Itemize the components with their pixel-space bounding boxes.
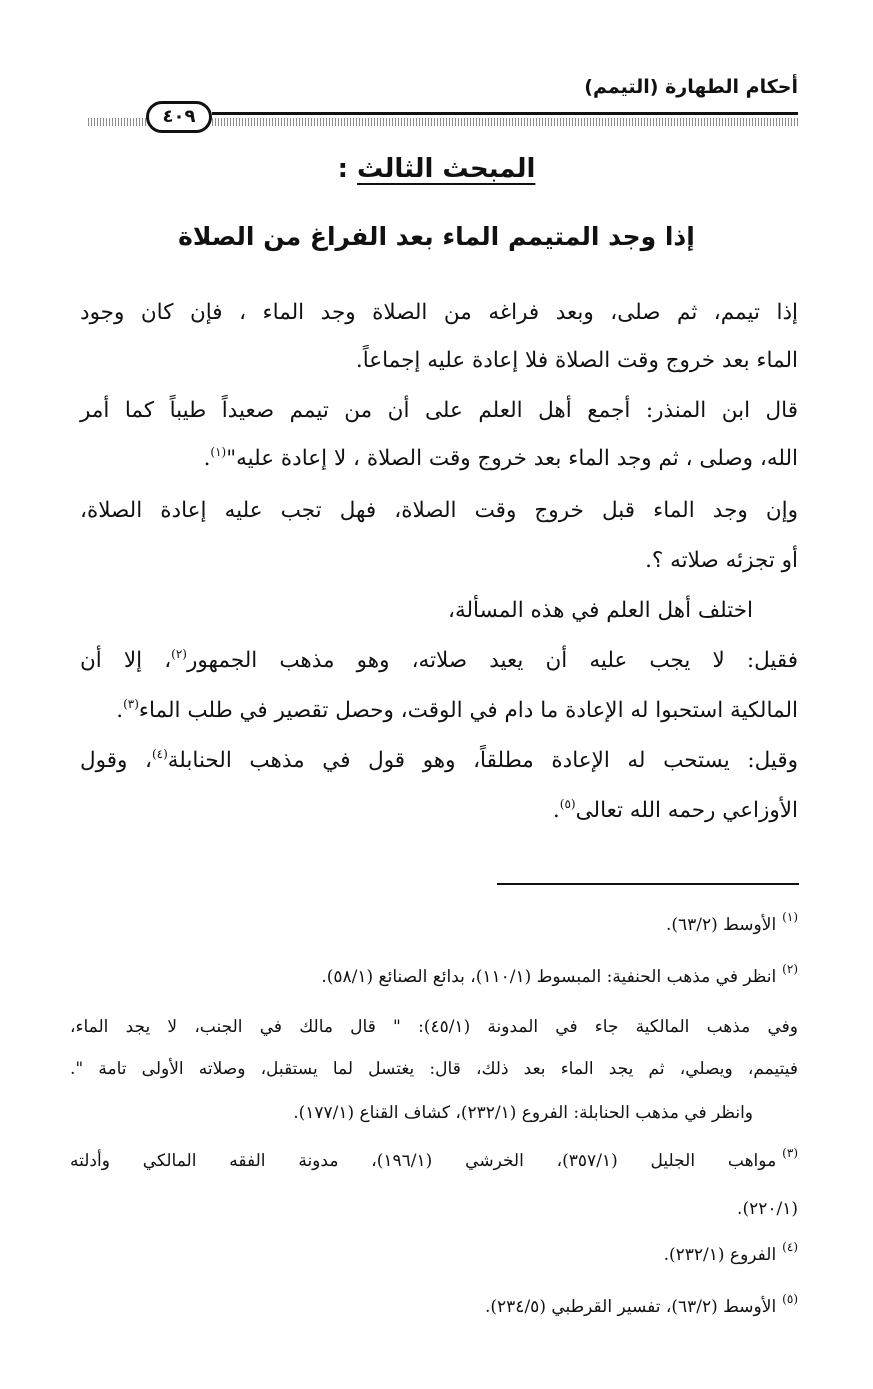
text-run: الماء بعد خروج وقت الصلاة فلا إعادة عليه إجماعاً. bbox=[355, 348, 798, 373]
text-run: الله، وصلى ، ثم وجد الماء بعد خروج وقت الصلاة ، لا إعادة عليه" bbox=[226, 446, 798, 471]
footnote-number: (١) bbox=[782, 910, 798, 924]
footnote bbox=[321, 964, 798, 990]
text-run: . bbox=[116, 698, 124, 723]
header-rule bbox=[212, 112, 798, 129]
footnote-text: الأوسط (٦٣/٢)، تفسير القرطبي (٢٣٤/٥). bbox=[485, 1297, 777, 1317]
footnote-number: (٤) bbox=[782, 1240, 798, 1254]
text-run: ، وقول bbox=[80, 748, 152, 773]
paragraph-line bbox=[356, 346, 798, 376]
paragraph-line bbox=[553, 796, 798, 826]
text-run: الأوزاعي رحمه الله تعالى bbox=[575, 798, 798, 823]
paragraph-line bbox=[204, 444, 798, 474]
footnote-number: (٢) bbox=[782, 962, 798, 976]
header-rule-left bbox=[88, 118, 146, 126]
footnote-text: وانظر في مذهب الحنابلة: الفروع (٢٣٢/١)، كشاف القناع (١٧٧/١). bbox=[293, 1103, 753, 1123]
text-run: فقيل: لا يجب عليه أن يعيد صلاته، وهو مذهب الجمهور bbox=[186, 648, 799, 673]
running-title: أحكام الطهارة (التيمم) bbox=[584, 76, 798, 98]
footnote bbox=[70, 1148, 798, 1174]
paragraph-line bbox=[645, 546, 798, 576]
footnote-separator bbox=[497, 883, 799, 885]
footnote-text: (٢٢٠/١). bbox=[737, 1199, 798, 1219]
paragraph-line bbox=[116, 696, 798, 726]
footnote bbox=[664, 1242, 798, 1268]
text-run: أو تجزئه صلاته ؟. bbox=[645, 548, 798, 573]
footnote-line bbox=[737, 1196, 798, 1222]
footnote bbox=[666, 912, 798, 938]
footnote-text: فيتيمم، ويصلي، ثم يجد الماء بعد ذلك، قال: يغتسل لما يستقبل، وصلاته الأولى تامة ". bbox=[70, 1059, 798, 1079]
paragraph-line bbox=[80, 496, 798, 526]
paragraph-line bbox=[80, 646, 798, 676]
footnote-line bbox=[293, 1100, 753, 1126]
paragraph-line bbox=[80, 396, 798, 426]
footnote-ref[interactable]: (٢) bbox=[171, 647, 187, 661]
section-label bbox=[0, 154, 873, 184]
text-run: وقيل: يستحب له الإعادة مطلقاً، وهو قول في مذهب الحنابلة bbox=[167, 748, 798, 773]
footnote-ref[interactable]: (١) bbox=[210, 445, 227, 459]
text-run: إذا تيمم، ثم صلى، وبعد فراغه من الصلاة وجد الماء ، فإن كان وجود bbox=[80, 300, 798, 325]
footnote-number: (٣) bbox=[782, 1146, 798, 1160]
section-label-colon: : bbox=[337, 154, 348, 184]
footnote-line bbox=[70, 1056, 798, 1082]
text-run: . bbox=[203, 446, 211, 471]
text-run: اختلف أهل العلم في هذه المسألة، bbox=[448, 598, 753, 623]
footnote-text: وفي مذهب المالكية جاء في المدونة (٤٥/١): " قال مالك في الجنب، لا يجد الماء، bbox=[70, 1017, 798, 1037]
text-run: . bbox=[552, 798, 560, 823]
paragraph-line bbox=[80, 746, 798, 776]
footnote bbox=[485, 1294, 798, 1320]
footnote-ref[interactable]: (٤) bbox=[151, 747, 168, 761]
section-label-text: المبحث الثالث bbox=[357, 154, 536, 184]
text-run: المالكية استحبوا له الإعادة ما دام في الوقت، وحصل تقصير في طلب الماء bbox=[138, 698, 798, 723]
footnote-ref[interactable]: (٥) bbox=[559, 797, 576, 811]
footnote-text: مواهب الجليل (٣٥٧/١)، الخرشي (١٩٦/١)، مدونة الفقه المالكي وأدلته bbox=[70, 1151, 777, 1171]
text-run: قال ابن المنذر: أجمع أهل العلم على أن من تيمم صعيداً طيباً كما أمر bbox=[80, 398, 798, 423]
paragraph-line bbox=[448, 596, 753, 626]
footnote-line bbox=[70, 1014, 798, 1040]
section-title: إذا وجد المتيمم الماء بعد الفراغ من الصلاة bbox=[178, 222, 695, 251]
footnote-number: (٥) bbox=[782, 1292, 798, 1306]
paragraph-line bbox=[80, 298, 798, 328]
text-run: وإن وجد الماء قبل خروج وقت الصلاة، فهل تجب عليه إعادة الصلاة، bbox=[80, 498, 798, 523]
page-number: ٤٠٩ bbox=[146, 101, 212, 133]
footnote-ref[interactable]: (٣) bbox=[123, 697, 139, 711]
footnote-text: انظر في مذهب الحنفية: المبسوط (١١٠/١)، بدائع الصنائع (٥٨/١). bbox=[321, 967, 777, 987]
footnote-text: الأوسط (٦٣/٢). bbox=[665, 915, 777, 935]
text-run: ، إلا أن bbox=[80, 648, 172, 673]
footnote-text: الفروع (٢٣٢/١). bbox=[663, 1245, 777, 1265]
